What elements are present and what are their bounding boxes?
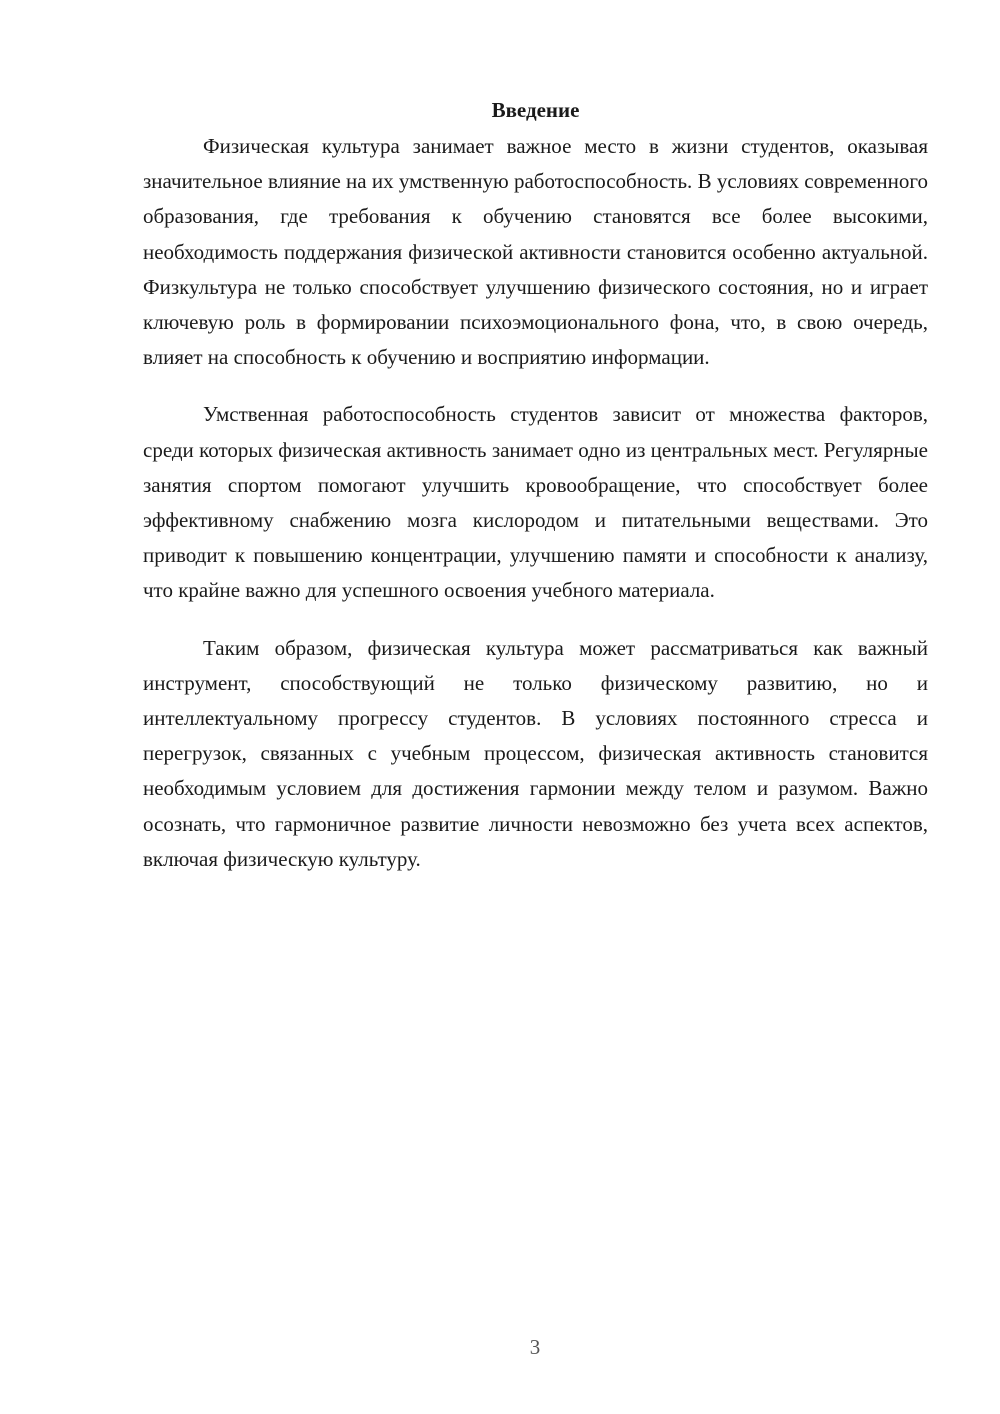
paragraph-2: Умственная работоспособность студентов зависит от множества факторов, среди которых физическая активность занимает одно из центральных мест. Регулярные занятия спортом помогают улучшить кровообращение, что способствует более эффективному снабжению мозга кислородом и питательными веществами. Это приводит к повышению концентрации, улучшению памяти и способности к анализу, что крайне важно для успешного освоения учебного материала.	[143, 402, 928, 603]
paragraph-1: Физическая культура занимает важное место в жизни студентов, оказывая значительное влияние на их умственную работоспособность. В условиях современного образования, где требования к обучению становятся все более высокими, необходимость поддержания физической активности становится особенно актуальной. Физкультура не только способствует улучшению физического состояния, но и играет ключевую роль в формировании психоэмоционального фона, что, в свою очередь, влияет на способность к обучению и восприятию информации.	[143, 134, 928, 370]
page-number: 3	[529, 1335, 541, 1359]
section-heading: Введение	[491, 98, 580, 122]
page-content	[143, 95, 928, 899]
paragraph-3: Таким образом, физическая культура может рассматриваться как важный инструмент, способствующий не только физическому развитию, но и интеллектуальному прогрессу студентов. В условиях постоянного стресса и перегрузок, связанных с учебным процессом, физическая активность становится необходимым условием для достижения гармонии между телом и разумом. Важно осознать, что гармоничное развитие личности невозможно без учета всех аспектов, включая физическую культуру.	[143, 635, 928, 871]
